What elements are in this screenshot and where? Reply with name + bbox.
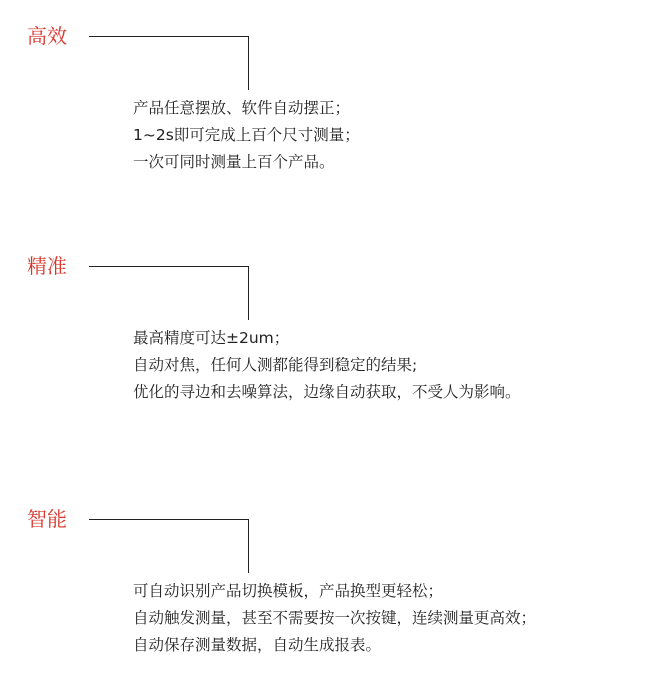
section-title: 精准: [27, 254, 67, 278]
feature-line: 自动触发测量，甚至不需要按一次按键，连续测量更高效；: [133, 609, 537, 627]
feature-line: 一次可同时测量上百个产品。: [133, 153, 335, 171]
feature-line: 自动对焦，任何人测都能得到稳定的结果;: [133, 356, 418, 374]
section-title: 智能: [27, 507, 67, 531]
connector-line: [89, 36, 249, 90]
feature-line: 1~2s即可完成上百个尺寸测量；: [133, 126, 360, 144]
feature-line: 优化的寻边和去噪算法，边缘自动获取，不受人为影响。: [133, 383, 521, 401]
connector-line: [89, 266, 249, 320]
feature-line: 最高精度可达±2um；: [133, 329, 290, 347]
feature-list: [133, 325, 521, 406]
feature-line: 自动保存测量数据，自动生成报表。: [133, 636, 382, 654]
feature-line: 产品任意摆放、软件自动摆正；: [133, 99, 351, 117]
feature-line: 可自动识别产品切换模板，产品换型更轻松；: [133, 582, 444, 600]
connector-line: [89, 519, 249, 573]
feature-list: [133, 578, 536, 659]
feature-list: [133, 95, 360, 176]
section-title: 高效: [27, 24, 67, 48]
